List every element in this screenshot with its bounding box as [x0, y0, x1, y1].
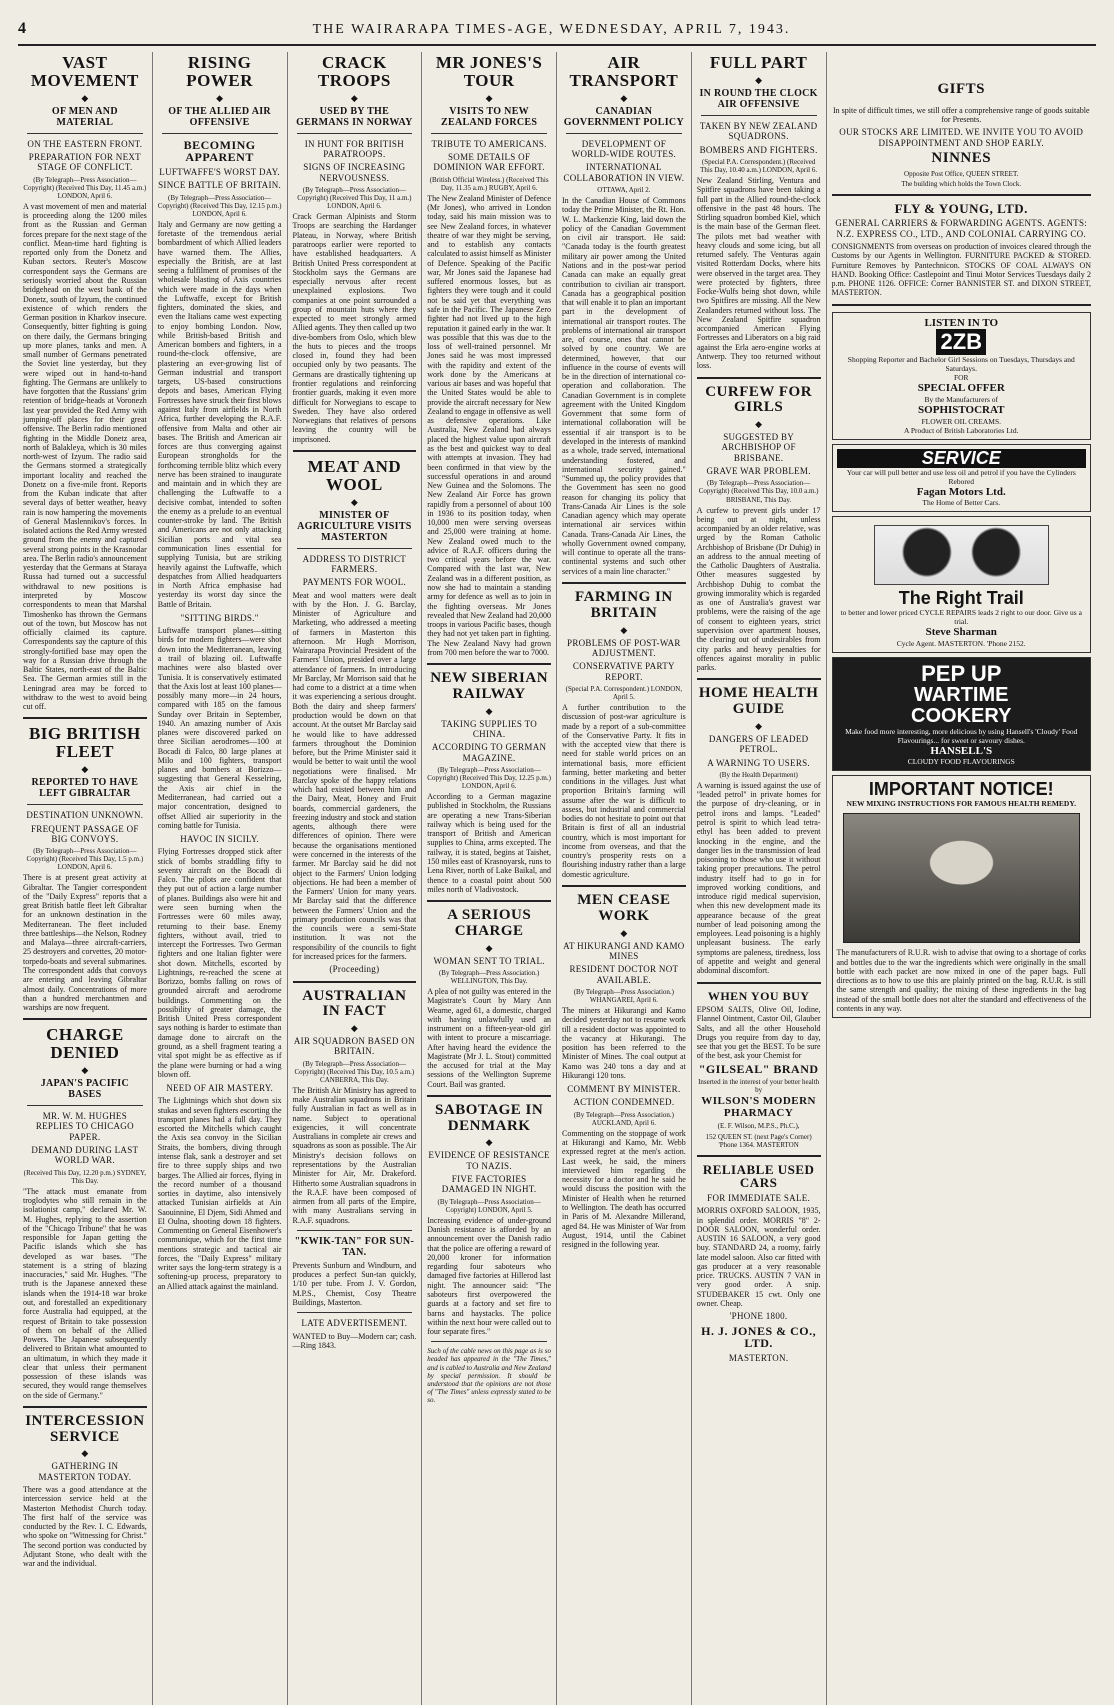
dateline: (By Telegraph—Press Association—Copyright) (Received This Day, 11 a.m.) LONDON, April 6.: [297, 186, 412, 211]
divider: [293, 981, 417, 983]
divider: [697, 1155, 821, 1157]
ad-2zb-callsign: 2ZB: [936, 329, 986, 355]
subhead: CANADIAN GOVERNMENT POLICY: [563, 105, 684, 128]
headline-mr-joness-tour: MR JONES'S TOUR: [435, 53, 543, 90]
article-body: Commenting on the stoppage of work at Hikurangi and Kamo, Mr. Webb expressed regret at the men's action. Last week, he said, the miners interviewed him regarding the necessity for a doctor and he said he would discuss the position with the Minister of Health when he returned to Wellington. The death has occurred in Paris of M. Alexandre Millerand, aged 84. He was Minister of War from August, 1914, until the Cabinet resigned in the following year.: [562, 1128, 686, 1250]
ad-2zb-product-2: FLOWER OIL CREAMS.: [921, 416, 1001, 426]
subhead: TRIBUTE TO AMERICANS.: [431, 138, 547, 149]
divider: [23, 1406, 147, 1408]
subhead: CONSERVATIVE PARTY REPORT.: [572, 661, 675, 682]
ad-gifts-p2: OUR STOCKS ARE LIMITED. WE INVITE YOU TO AVOID DISAPPOINTMENT AND SHOP EARLY.: [839, 127, 1084, 148]
subhead: JAPAN'S PACIFIC BASES: [40, 1078, 130, 1100]
divider-ornament: ◆: [485, 942, 493, 953]
divider-ornament: ◆: [81, 92, 89, 103]
headline-full-part: FULL PART: [709, 53, 808, 72]
divider-ornament: ◆: [755, 419, 763, 430]
divider-ornament: ◆: [485, 705, 493, 716]
subhead: PREPARATION FOR NEXT STAGE OF CONFLICT.: [28, 152, 141, 173]
subhead: EVIDENCE OF RESISTANCE TO NAZIS.: [428, 1150, 550, 1171]
article-body: New Zealand Stirling, Ventura and Spitfire squadrons have been taking a full part in the Allied round-the-clock offensive in the past 48 hours. The Stirling squadron bombed Kiel, which is the main base of the German fleet. The pilots met bad weather with heavy clouds and some icing, but all returned safely. The Venturas again visited Rotterdam Docks, where hits were observed in the target area. They were protected by fighters, three Focke-Wulfs being shot down, while two Spitfires are missing. All the New Zealanders returned without loss. The New Zealand Spitfire squadron accompanied American Flying Fortresses and Liberators on a big raid against the Erla aero-engine works at Antwerp. They too returned without loss.: [696, 175, 821, 371]
headline-meat-and-wool: MEAT AND WOOL: [307, 456, 402, 494]
ad-fagan-firm: Fagan Motors Ltd.: [916, 485, 1006, 498]
article-body: The Lightnings which shot down six stukas and seven fighters escorting the transport planes had a full day. They escorted the Mitchells which caught the Axis sea convoy in the Sicilian Straits, the bombers, diving through intense flak, sank a destroyer and set fire to three supply ships and two barges. The Allied air forces, flying in the record number of a thousand sorties in daytime, also intensively attacked Tunisian airfields at Ain Saouinnine, El Djem, Sidi Ahmed and El Oulna, shooting down 18 fighters. Commenting on General Eisenhower's communique, which for the first time mentions strategic and tactical air forces, the "Daily Express" military writer says the long-term strategy is a softening-up process, preparatory to an Allied attack against the mainland.: [157, 1096, 282, 1291]
dateline: (By Telegraph—Press Association.) AUCKLAND, April 6.: [573, 1110, 675, 1127]
dateline: (By Telegraph—Press Association—Copyright) (Received This Day, 1.5 p.m.) LONDON, April 6.: [26, 847, 144, 872]
article-body: Crack German Alpinists and Storm Troops are searching the Hardanger Plateau, in Norway, where British paratroops earlier were reported to have established headquarters. A British United Press correspondent at Stockholm says the Germans are especially nervous after recent unexplained explosions. Two companies at one point surrounded a group of mountain huts where they expected to meet strongly armed Allied agents. They then called up two dive-bombers from Oslo, which blew the huts to pieces and the troops closed in, found they had been occupied only by two peasants. The Germans are drastically tightening up frontier regulations and reinforcing frontier guards, making it even more difficult for Norwegians to escape to Sweden. They have also ordered Norwegians that relatives of persons leaving the country will be imprisoned.: [292, 212, 417, 444]
subhead: BOMBERS AND FIGHTERS.: [699, 144, 818, 155]
headline-rising-power: RISING POWER: [186, 53, 253, 90]
ad-notice-body: The manufacturers of R.U.R. wish to advise that owing to a shortage of corks and bottles due to the war the ingredients which were originally in the small bottle with each packet are now mixed in one of the paper bags. Full directions as to how to use this are plainly printed on the bag. R.U.R. is still the same strength and quality; the mixing of these ingredients in the bag instead of the small bottle does not alter the standard and effectiveness of the contents in any way.: [836, 948, 1086, 1013]
divider-ornament: ◆: [81, 1448, 89, 1459]
ad-2zb-product: SOPHISTOCRAT: [918, 404, 1005, 417]
divider: [427, 663, 551, 665]
subhead: TAKEN BY NEW ZEALAND SQUADRONS.: [699, 120, 818, 142]
headline-vast-movement: VAST MOVEMENT: [30, 53, 139, 90]
subhead: DEVELOPMENT OF WORLD-WIDE ROUTES.: [571, 138, 677, 160]
headline-new-siberian-railway: NEW SIBERIAN RAILWAY: [430, 670, 549, 702]
headline-home-health-guide: HOME HEALTH GUIDE: [698, 685, 819, 718]
divider-ornament: ◆: [620, 624, 628, 635]
headline-sabotage-in-denmark: SABOTAGE IN DENMARK: [435, 1101, 544, 1134]
dateline: (Received This Day, 12.20 p.m.) SYDNEY, This Day.: [23, 1168, 146, 1185]
headline-a-serious-charge: A SERIOUS CHARGE: [447, 907, 532, 939]
divider: [832, 304, 1092, 306]
headline-farming-in-britain: FARMING IN BRITAIN: [575, 589, 673, 621]
subhead: IN HUNT FOR BRITISH PARATROOPS.: [304, 138, 405, 160]
subhead: WOMAN SENT TO TRIAL.: [433, 955, 545, 966]
divider: [27, 804, 143, 805]
subhead: AT HIKURANGI AND KAMO MINES: [563, 940, 685, 961]
divider: [23, 1018, 147, 1020]
subhead: A WARNING TO USERS.: [707, 757, 810, 768]
column-6: [692, 52, 827, 1705]
headline-intercession-service: INTERCESSION SERVICE: [25, 1412, 145, 1445]
subhead: FIVE FACTORIES DAMAGED IN NIGHT.: [441, 1174, 537, 1195]
article-body: The New Zealand Minister of Defence (Mr Jones), who arrived in London today, said his main mission was to see New Zealand forces, in whatever theatre of war they might be serving, and to establish any contacts calculated to assist himself as Minister of Defence. Speaking of the Pacific war, Mr Jones said the Japanese had suffered enormous losses, but as fighters they were tough and it could not be said yet that everything was safe in the Pacific. The Japanese Zero fighter had not lived up to the high reputation it gained early in the war. It was possible that this was due to the loss of well-trained personnel. Mr Jones said he was most impressed with the rapidity and extent of the work done by the Americans at various air bases and was hopeful that the United States would be able to provide the aircraft necessary for New Zealand to engage in offensive as well as defensive operations. Like Australia, New Zealand had always placed the highest value upon aircraft as the best and quickest way to deal with attempts at invasion. They had been confirmed in that view by the successful operations in and around New Guinea and the Solomons. The New Zealand Air Force has grown rapidly from a personnel of about 100 in 1936 to its position today, when 10,000 men were serving overseas and 25,000 were training at home. New Zealand owed much to the advice of R.A.F. officers during the two critical years before the war. Compared with the last war, New Zealand was in a different position, as now she had to maintain a standing army for defence as well as to join in the fighting overseas. Mr Jones revealed that New Zealand had 20,000 troops in various Pacific bases, though they had not yet taken part in fighting. The New Zealand Navy had grown from 700 men before the war to 7000.: [427, 193, 551, 657]
ad-2zb-by: By the Manufacturers of: [924, 395, 999, 405]
subhead: DESTINATION UNKNOWN.: [26, 810, 144, 821]
masthead-title: THE WAIRARAPA TIMES-AGE, WEDNESDAY, APRIL 7, 1943.: [312, 22, 791, 37]
divider: [832, 194, 1092, 196]
article-body: A curfew to prevent girls under 17 being out at night, unless accompanied by an older relative, was urged by the Roman Catholic Archbishop of Brisbane (Dr Duhig) in an address to the annual meeting of the Catholic Daughters of Australia. Other measures suggested by Archbishop Duhig to combat the growing immorality which is regarded as one of Australia's gravest war problems, were the raising of the age of consent to eighteen years, strict supervision over apartment houses, the clearing out of undesirables from city parks and heavy penalties for offences against morality in public parks.: [696, 505, 821, 673]
subhead: INTERNATIONAL COLLABORATION IN VIEW.: [563, 162, 685, 183]
masthead: [18, 20, 1096, 46]
subhead: DANGERS OF LEADED PETROL.: [708, 733, 809, 755]
subhead: ADDRESS TO DISTRICT FARMERS.: [302, 553, 407, 574]
subhead: AIR SQUADRON BASED ON BRITAIN.: [293, 1036, 415, 1057]
subhead: LUFTWAFFE'S WORST DAY.: [159, 166, 280, 177]
article-body: A warning is issued against the use of "leaded petrol" in private homes for the purpose of dry-cleaning, or in petrol irons and lamps. "Leaded" petrol is spirit to which lead tetra-ethyl has been added to prevent knocking in the engine, and the danger lies in the transmission of lead poisoning to those who use it without taking proper precautions. The petrol industry itself had to go in for improved working conditions, and introduce rigid medical supervision, when this new development made its appearance because of the great number of lead poisoning among the employees. Lead poisoning is a highly unpleasant business. The early symptoms are paleness, tiredness, loss of appetite and weight and general abdominal discomfort.: [696, 780, 821, 976]
columns: [18, 52, 1096, 1705]
headline-crack-troops: CRACK TROOPS: [317, 53, 391, 90]
ad-gilseal-heading: WHEN YOU BUY: [707, 988, 810, 1003]
divider: [697, 982, 821, 984]
divider-ornament: ◆: [350, 92, 358, 103]
section-subhead: HAVOC IN SICILY.: [180, 834, 260, 845]
subhead: IN ROUND THE CLOCK AIR OFFENSIVE: [699, 87, 818, 110]
subhead: GATHERING IN MASTERTON TODAY.: [38, 1461, 132, 1482]
divider: [297, 1230, 413, 1231]
late-ad-body: WANTED to Buy—Modern car; cash.—Ring 1843.: [292, 1331, 417, 1350]
ad-gilseal-pharmacy: WILSON'S MODERN PHARMACY: [701, 1095, 817, 1119]
subhead: ACCORDING TO GERMAN MAGAZINE.: [431, 742, 547, 763]
subhead: MINISTER OF AGRICULTURE VISITS MASTERTON: [297, 509, 412, 543]
divider: [697, 377, 821, 379]
ad-right-trail: The Right Trail: [898, 588, 1024, 609]
divider: [431, 133, 547, 134]
ad-gilseal-owner: (E. F. Wilson, M.P.S., Ph.C.),: [717, 1122, 800, 1131]
ad-used-cars-phone: 'PHONE 1800.: [729, 1311, 788, 1322]
subhead: PAYMENTS FOR WOOL.: [302, 577, 407, 588]
divider-ornament: ◆: [216, 92, 224, 103]
article-body: Meat and wool matters were dealt with by the Hon. J. G. Barclay, Minister of Agriculture and Marketing, who addressed a meeting of farmers in Masterton this afternoon. Mr Hugh Morrison, Wairarapa Provincial President of the Farmers' Union, presided over a large attendance of farmers. In introducing Mr Barclay, Mr Morrison said that he had come to a district at a time when it was experiencing a serious drought. Both the dairy and sheep farmers' production would be down on that account. At the outset Mr Barclay said he would like to have addressed farmers throughout the Dominion before, but the Prime Minister said it would be better to wait until the wool negotiations were finalised. Mr Barclay spoke of the happy relations which had existed between him and the Dairy, Meat, Honey and Fruit boards, commercial gardeners, the freezing industry and stock and station agents, although there were differences of opinion. There were because the organisations mentioned were concerned in the interests of the farmer. Mr Barclay said he did not object to the Farmers' Union lodging objections. He had been a member of the Farmers' Union for many years. Mr Barclay said that the difference between the Farmers' Union and the primary production councils was that the councils were a semi-State institution. It was not the responsibility of the councils to fight for increased prices for the farmers.: [292, 590, 417, 961]
divider: [697, 678, 821, 680]
headline-air-transport: AIR TRANSPORT: [569, 53, 679, 90]
ad-gifts-heading: GIFTS: [937, 81, 985, 97]
ad-ninnes-name: NINNES: [931, 149, 992, 166]
ad-steve-sharman: [832, 516, 1092, 653]
ad-cookery: COOKERY: [911, 704, 1012, 727]
ad-steve-sharman-addr: Cycle Agent. MASTERTON. 'Phone 2152.: [896, 638, 1026, 648]
subhead: FREQUENT PASSAGE OF BIG CONVOYS.: [31, 823, 139, 844]
dateline: (British Official Wireless.) (Received This Day, 11.35 a.m.) RUGBY, April 6.: [429, 175, 549, 192]
divider-ornament: ◆: [485, 92, 493, 103]
article-body: According to a German magazine published in Stockholm, the Russians are operating a new Trans-Siberian railway which is being used for the transport of British and American supplies to China, arms excepted. The railway, it is stated, begins at Taishet, 150 miles east of Krasnoyarsk, runs to Lena River, north of Lake Baikal, and thence to a coastal point about 500 miles north of Vladivostock.: [427, 792, 551, 894]
page-number: 4: [18, 20, 27, 37]
ad-used-cars-town: MASTERTON.: [728, 1352, 789, 1363]
dateline: (By Telegraph—Press Association.) WELLINGTON, This Day.: [438, 968, 540, 985]
subhead: OF MEN AND MATERIAL: [51, 105, 118, 128]
dateline: (By the Health Department): [719, 770, 798, 779]
column-ads: [827, 52, 1097, 1705]
article-body: A vast movement of men and material is proceeding along the 1200 miles front as the Russian and German forces prepare for the next stage of the conflict. Mean-time hard fighting is reported only from the Donetz and Kuban sectors. Reuter's Moscow correspondent says the Germans are seriously worried about the Russian bridgehead on the west bank of the Donetz, south of Izyum, the continued existence of which renders the German position in Kharkov insecure. Consequently, bitter fighting is going on there daily, the Germans bringing up more planes, tanks and men. A small number of Germans penetrated the Soviet line yesterday, but they were wiped out in hand-to-hand fighting. The Germans are unlikely to have forgotten that the Russians' grim retention of bridge-heads at Voronezh last year provided the Red Army with jumping-off places for their great offensive. The Berlin radio mentioned fighting in the Middle Donetz area, north of Balakleya, which is 30 miles north-west of Izyum. The radio said the Germans stormed a strategically important locality and reached the Donetz on a five-mile front. Reports from the Kuban indicate that after several days of better weather, heavy rain is now hampering the movements of General Maslennikov's forces. In isolated actions the Red Army wrested ground from the enemy and captured several strong points in the Krasnodar area. The Berlin radio's announcement yesterday that the Germans at Staraya Russa had turned out a successful withdrawal to new positions is interpreted by Moscow correspondents to mean that Marshal Timoshenko has thrown the Germans out of the town, but Moscow has not officially claimed its capture. Correspondents say the capture of this strongly-fortified base may open the way for a Russian drive through the Baltic States, north-east of the Baltic Sea. The German armies still in the Leningrad area may be forced to withdraw to the west to avoid being cut off.: [23, 201, 147, 712]
column-5: [557, 52, 692, 1705]
dateline: (Special P.A. Correspondent.) (Received This Day, 10.40 a.m.) LONDON, April 6.: [700, 157, 818, 174]
ad-gilseal-body: EPSOM SALTS, Olive Oil, Iodine, Flannel Ointment, Castor Oil, Glauber Salts, and all the other Household Drugs you require from day to day, see that you get the BEST. To be sure of the best, ask your Chemist for: [696, 1005, 821, 1061]
divider-ornament: ◆: [350, 496, 358, 507]
section-subhead: COMMENT BY MINISTER.: [567, 1084, 681, 1095]
article-body: Italy and Germany are now getting a foretaste of the tremendous aerial bombardment of which Allied leaders have warned them. The Allies, especially the British, are at last seeing a fulfilment of promises of the wholesale blasting of Axis countries which were made in the days when the Luftwaffe, except for British fighters, dominated the skies, and even the Italians came west expecting to enjoy bombing London. Now, while British-based British and American bombers and fighters, in a round-the-clock offensive, are plastering an ever-growing list of German industrial and transport targets, US-based constructions depots and bases, American Flying Fortresses have struck their first blows against Italy from airfields in North Africa, further developing the R.A.F. offensive from Malta and other air bases. The British and American air forces are thus converging against European strongholds for the forthcoming terrible blitz which every nerve has been strained to inaugurate and maintain and in which they are challenging the Luftwaffe to a decisive combat, intended to soften the enemy as a prelude to an eventual counter-stroke by land. The British and Americans are not only attacking Sicilian ports and vital sea communication lines essential for supplying Tunisia, but are striking heavily against the Luftwaffe, which despatches from Allied headquarters in North Africa emphasise had yesterday its worst day since the Battle of Britain.: [157, 219, 282, 609]
article-body: Increasing evidence of under-ground Danish resistance is afforded by an announcement over the Danish radio that the police are offering a reward of 20,000 kroner for information regarding four saboteurs who damaged five factories at Hillerod last night. The announcer said: "The saboteurs first overpowered the guards at a factory and set fire to barns and haystacks. The police within the next hour were called out to four separate fires.": [427, 1215, 551, 1337]
divider: [427, 1095, 551, 1097]
dateline: OTTAWA, April 2.: [597, 186, 651, 195]
ad-fagan-motors: [832, 444, 1092, 513]
ad-fly-young-body: CONSIGNMENTS from overseas on production of invoices cleared through the Customs by our Agents in Wellington. FURNITURE PACKED & STORED. Furniture Removes by Pantechnicon. STOCKS OF COAL ALWAYS ON HAND. Booking Office: Castlepoint and Tinui Motor Services Tuesdays daily 2 p.m. PHONE 1126. OFFICE: Corner BANNISTER ST. and DIXON STREET, MASTERTON.: [831, 242, 1091, 298]
divider: [293, 450, 417, 452]
subhead: PROBLEMS OF POST-WAR ADJUSTMENT.: [567, 637, 681, 658]
ad-steve-sharman-name: Steve Sharman: [925, 626, 997, 639]
dateline: (By Telegraph—Press Association—Copyright) (Received This Day, 11.45 a.m.) LONDON, April 6.: [23, 175, 147, 200]
dateline: (By Telegraph—Press Association—Copyright) LONDON, April 5.: [437, 1197, 541, 1214]
subhead: SIGNS OF INCREASING NERVOUSNESS.: [303, 162, 406, 183]
ad-hansells: [832, 657, 1092, 772]
ad-2zb-for: FOR: [953, 373, 969, 383]
ad-fagan-tag: The Home of Better Cars.: [922, 498, 1001, 508]
ad-2zb-pre: LISTEN IN TO: [924, 316, 999, 329]
subhead: MR. W. M. HUGHES REPLIES TO CHICAGO PAPER.: [35, 1111, 134, 1142]
footnote: Such of the cable news on this page as is so headed has appeared in the "The Times," and is cabled to Australia and New Zealand by special permission. It should be understood that the opinions are not those of "The Times" unless expressly stated to be so.: [427, 1347, 551, 1404]
ad-fly-young-sub: GENERAL CARRIERS & FORWARDING AGENTS. AGENTS: N.Z. EXPRESS CO., LTD., AND COLONIAL CARRYING CO.: [835, 218, 1088, 239]
late-ad-heading: LATE ADVERTISEMENT.: [301, 1318, 408, 1329]
divider: [427, 900, 551, 902]
ad-gilseal-line: Inserted in the interest of your better health by: [698, 1078, 820, 1095]
subhead: GRAVE WAR PROBLEM.: [706, 466, 811, 477]
divider-ornament: ◆: [81, 764, 89, 775]
bicycle-illustration-icon: [874, 525, 1049, 585]
article-body: Flying Fortresses dropped stick after stick of bombs straddling fifty to seventy aircraft on the Bocadi di Falco. The pilots are confident that they put out of action a large number of planes. Buildings also were hit and were seen burning when the Fortresses were 60 miles away, returning to their base. Enemy fighters, without avail, tried to intercept the Fortresses. Two German fighters and one Italian fighter were shot down. Mitchells, escorted by Lightnings, re-reached the scene at Borizzo, bombs falling on rows of grounded aircraft and aerodrome buildings. Commenting on the possibility of greater damage, the British United Press correspondent says nothing is harder to estimate than damage done to aircraft on the ground, as a shell fragment tearing a vital spot might be as effective as if the plane were burning or had a wing blown off.: [157, 847, 282, 1079]
divider: [562, 582, 686, 584]
dateline: (By Telegraph—Press Association—Copyright) (Received This Day, 12.25 p.m.) LONDON, April 6.: [427, 765, 551, 791]
ad-important-notice: IMPORTANT NOTICE!: [868, 779, 1054, 800]
ad-gilseal-brand: "GILSEAL" BRAND: [698, 1061, 819, 1076]
divider: [701, 115, 817, 116]
article-body: Luftwaffe transport planes—sitting birds for modern fighters—were shot down into the Mediterranean, leaving a trail of blazing oil. Luftwaffe machines were also blasted over Tunisia. It is conservatively estimated that the Axis lost at least 100 planes—possibly many more—in 24 hours, compared with 185 on the famous Sunday over Britain in September, 1940. An amazing number of Axis planes were discovered parked on three Sicilian aerodromes—100 at Bocadi di Falco, 80 large planes at Milo and 100 fighters, transport planes and bombers at Borizzo—suggesting that General Kesselring, the Axis air chief in the Mediterranean, had carried out a major concentration, designed to offset Allied air superiority in the coming battle for Tunisia.: [157, 626, 282, 830]
divider: [297, 548, 413, 549]
subhead: DEMAND DURING LAST WORLD WAR.: [31, 1145, 139, 1166]
divider-ornament: ◆: [620, 92, 628, 103]
ad-2zb: [832, 312, 1092, 440]
article-body: In the Canadian House of Commons today the Prime Minister, the Rt. Hon. W. L. Mackenzie King, laid down the policy of the Canadian Government on civil air transport. He said: "Canada today is the fourth greatest military air power among the United Nations and in the post-war period Canada can make an equally great contribution to civilian air transport. Canada has a geographical position that will enable it to plan an important part in the development of international air transport routes. The problems of international air transport are, of course, ones that cannot be solved by one country. We are determined, however, that our influence in the course of events will be in the direction of international co-operation and collaboration. The Canadian Government is in complete agreement with the United Kingdom Government that some form of international collaboration will be essential if air transport is to be developed in the interests of mankind as a whole, trade served, international understanding fostered, and international security gained." "Summed up, the policy provides that the Government has seen no good reason for changing its policy that Trans-Canada Air Lines is the sole Canadian agency which may operate international air services within Canada. Trans-Canada Air Lines, the wholly Government owned company, will continue to operate all the trans-continental systems and such other services of a main line character.": [562, 196, 686, 576]
divider-ornament: ◆: [81, 1065, 89, 1075]
ad-2zb-maker: A Product of British Laboratories Ltd.: [903, 425, 1019, 435]
divider: [162, 133, 278, 134]
ad-used-cars-sub: FOR IMMEDIATE SALE.: [707, 1192, 811, 1203]
ad-hansells-brand: HANSELL'S: [930, 744, 993, 757]
headline-big-british-fleet: BIG BRITISH FLEET: [28, 724, 141, 762]
ad-used-cars-firm: H. J. JONES & CO., LTD.: [701, 1323, 817, 1351]
divider: [27, 133, 143, 134]
subhead: OF THE ALLIED AIR OFFENSIVE: [168, 105, 271, 128]
continued-note: (Proceeding): [329, 964, 380, 975]
ad-fagan-service: SERVICE: [837, 449, 1087, 468]
divider-ornament: ◆: [755, 74, 763, 85]
ad-notice-sub: NEW MIXING INSTRUCTIONS FOR FAMOUS HEALTH REMEDY.: [846, 799, 1076, 809]
subhead: VISITS TO NEW ZEALAND FORCES: [441, 105, 538, 128]
dateline: (By Telegraph—Press Association—Copyright) (Received This Day, 10.5 a.m.) CANBERRA, This Day.: [294, 1059, 415, 1084]
divider: [297, 1312, 413, 1313]
section-subhead: NEED OF AIR MASTERY.: [166, 1083, 274, 1094]
subhead: RESIDENT DOCTOR NOT AVAILABLE.: [569, 964, 679, 985]
article-body: The miners at Hikurangi and Kamo decided yesterday not to resume work till a resident doctor was appointed to the vacancy at Hikurangi. The position has been referred to the Minister of Mines. The coal output at Kamo was 240 tons a day and at Hikurangi 120 tons.: [562, 1005, 686, 1080]
column-4: [422, 52, 557, 1705]
ad-fagan-body: Your car will pull better and use less oil and petrol if you have the Cylinders Rebored: [846, 467, 1076, 486]
divider: [562, 885, 686, 887]
ad-hansells-body: Make food more interesting, more delicious by using Hansell's 'Cloudy' Food Flavourings... for sweet or savoury dishes.: [845, 726, 1078, 745]
ad-rur-notice: [832, 775, 1092, 1018]
subhead: USED BY THE GERMANS IN NORWAY: [296, 105, 413, 128]
ad-2zb-offer: SPECIAL OFFER: [917, 382, 1005, 395]
ad-2zb-body: Shopping Reporter and Bachelor Girl Sessions on Tuesdays, Thursdays and Saturdays.: [847, 355, 1075, 374]
divider: [23, 717, 147, 719]
ad-body: Prevents Sunburn and Windburn, and produces a perfect Sun-tan quickly, 1/10 per tube. From J. V. Gordon, M.P.S., Chemist, Cosy Theatre Buildings, Masterton.: [292, 1260, 417, 1307]
article-body: A further contribution to the discussion of post-war agriculture is made by a report of a sub-committee of the Conservative Party. It fits in with the accepted view that there is need for stable world prices on an international basis, more efficient farming, better marketing and better conditions in the villages. Just what proportion Britain's farming will assume after the war is difficult to assess, but industrial and commercial bodies do not hesitate to point out that Britain is first of all an industrial country, which is most important for income from overseas, and that the country's prosperity rests on a flourishing industry rather than a large domestic agriculture.: [562, 702, 686, 879]
ad-gifts-p1: In spite of difficult times, we still offer a comprehensive range of goods suitable for Presents.: [832, 105, 1090, 125]
subhead: SUGGESTED BY ARCHBISHOP OF BRISBANE.: [721, 432, 796, 463]
ad-right-trail-body: to better and lower priced CYCLE REPAIRS leads 2 right to our door. Give us a trial.: [840, 608, 1082, 627]
divider-ornament: ◆: [485, 1137, 493, 1148]
article-body: A plea of not guilty was entered in the Magistrate's Court by Mary Ann Wearne, aged 61, a domestic, charged with having unlawfully used an instrument on a fifteen-year-old girl with intent to procure a miscarriage. After having heard the evidence the Magistrate (Mr J. L. Stout) committed the accused for trial at the May sessions of the Wellington Supreme Court. Bail was granted.: [427, 986, 551, 1089]
subhead-large: BECOMING APPARENT: [183, 137, 256, 165]
dateline: (Special P.A. Correspondent.) LONDON, April 5.: [565, 684, 683, 701]
ad-fly-young-heading: FLY & YOUNG, LTD.: [894, 200, 1028, 216]
subhead: REPORTED TO HAVE LEFT GIBRALTAR: [31, 777, 139, 800]
headline-curfew-for-girls: CURFEW FOR GIRLS: [705, 383, 813, 416]
article-body: There was a good attendance at the intercession service held at the Masterton Methodist Church today. The first half of the service was conducted by the Rev. I. C. Edwards, who spoke on "Witnessing for Christ." The second portion was conducted by Adjutant Stone, who dealt with the war and the individual.: [23, 1485, 147, 1569]
subhead: ON THE EASTERN FRONT.: [27, 138, 143, 149]
divider: [297, 133, 413, 134]
ad-pep-up: PEP UP: [921, 660, 1002, 686]
article-body: The British Air Ministry has agreed to make Australian squadrons in Britain fully Australian in fact as well as in name. Subject to operational exigencies, it will concentrate Australians in complete air crews and squadrons as soon as possible. The Air Ministry's decision follows on representations by the Australian Minister for Air, Mr. Drakeford. Hitherto some Australian squadrons in the R.A.F. have been composed of airmen from all parts of the Empire, with many Australians serving in R.A.F. squadrons.: [292, 1085, 417, 1225]
article-body: "The attack must emanate from troglodytes who still remain in the isolationist camp," declared Mr. W. M. Hughes, replying to the assertion of the "Chicago Tribune" that he was responsible for Japan getting the Pacific islands which she has developed as war bases. "The statement is a string of blazing inaccuracies," said Mr. Hughes. "The truth is the Japanese annexed these islands when the 1914-18 war broke out, and forestalled an expeditionary force Australia had equipped, at the request of Britain to take possession of them on behalf of the Allied Powers. The Japanese subsequently delivered to Britain what amounted to an ultimatum, in which they made it clear that unless their permanent possession of these islands was secured, they would range themselves on the side of Germany.": [23, 1186, 147, 1400]
portrait-photo-icon: [843, 813, 1080, 943]
ad-gilseal-address: 152 QUEEN ST. (next Page's Corner) 'Phone 1364. MASTERTON: [705, 1132, 812, 1149]
ad-ninnes-line: The building which holds the Town Clock.: [901, 179, 1022, 188]
subhead: SOME DETAILS OF DOMINION WAR EFFORT.: [433, 152, 545, 173]
column-2: [153, 52, 288, 1705]
divider-ornament: ◆: [755, 720, 763, 731]
divider: [566, 133, 682, 134]
divider: [27, 1105, 143, 1106]
dateline: (By Telegraph—Press Association—Copyright) (Received This Day, 12.15 p.m.) LONDON, April 6.: [157, 193, 282, 218]
subhead: TAKING SUPPLIES TO CHINA.: [441, 718, 538, 739]
divider-ornament: ◆: [350, 1023, 358, 1034]
ad-hansells-brand-2: CLOUDY FOOD FLAVOURINGS: [907, 757, 1015, 767]
headline-charge-denied: CHARGE DENIED: [46, 1025, 124, 1063]
dateline: (By Telegraph—Press Association.) WHANGAREI, April 6.: [573, 987, 675, 1004]
ad-ninnes-address: Opposite Post Office, QUEEN STREET.: [904, 169, 1019, 178]
subhead: SINCE BATTLE OF BRITAIN.: [158, 180, 282, 191]
column-1: [18, 52, 153, 1705]
article-body: There is at present great activity at Gibraltar. The Tangier correspondent of the "Daily Express" reports that a great British battle fleet left Gibraltar for an unknown destination in the Mediterranean. The fleet included three battleships—the Nelson, Rodney and Malaya—three aircraft-carriers, 25 destroyers and corvettes, 20 motor-torpedo-boats and several submarines. The correspondent adds that convoys are entering and leaving Gibraltar almost daily. Concentrations of more than a hundred merchantmen and warships are now frequent.: [23, 873, 147, 1013]
divider: [431, 1341, 547, 1342]
ad-headline: "KWIK-TAN" FOR SUN-TAN.: [294, 1235, 415, 1258]
dateline: (By Telegraph—Press Association—Copyright) (Received This Day, 10.0 a.m.) BRISBANE, This Day.: [698, 479, 819, 504]
headline-australian-in-fact: AUSTRALIAN IN FACT: [302, 987, 407, 1020]
column-3: [288, 52, 423, 1705]
section-subhead: ACTION CONDEMNED.: [573, 1097, 675, 1108]
ad-used-cars-body: MORRIS OXFORD SALOON, 1935, in splendid order. MORRIS "8" 2-DOOR SALOON, wonderful order. AUSTIN 16 SALOON, a very good buy. STANDARD 24, a roomy, fairly late model saloon. Also car fitted with gas producer at a very reasonable price. TRUCKS. AUSTIN 7 VAN in very good order. A snip. STUDEBAKER 15 cwt. Only one owner. Cheap.: [696, 1206, 821, 1308]
divider-ornament: ◆: [620, 927, 628, 938]
section-subhead: "SITTING BIRDS.": [180, 612, 259, 623]
ad-wartime: WARTIME: [914, 683, 1009, 706]
ad-used-cars-heading: RELIABLE USED CARS: [702, 1161, 815, 1191]
headline-men-cease-work: MEN CEASE WORK: [577, 892, 671, 924]
